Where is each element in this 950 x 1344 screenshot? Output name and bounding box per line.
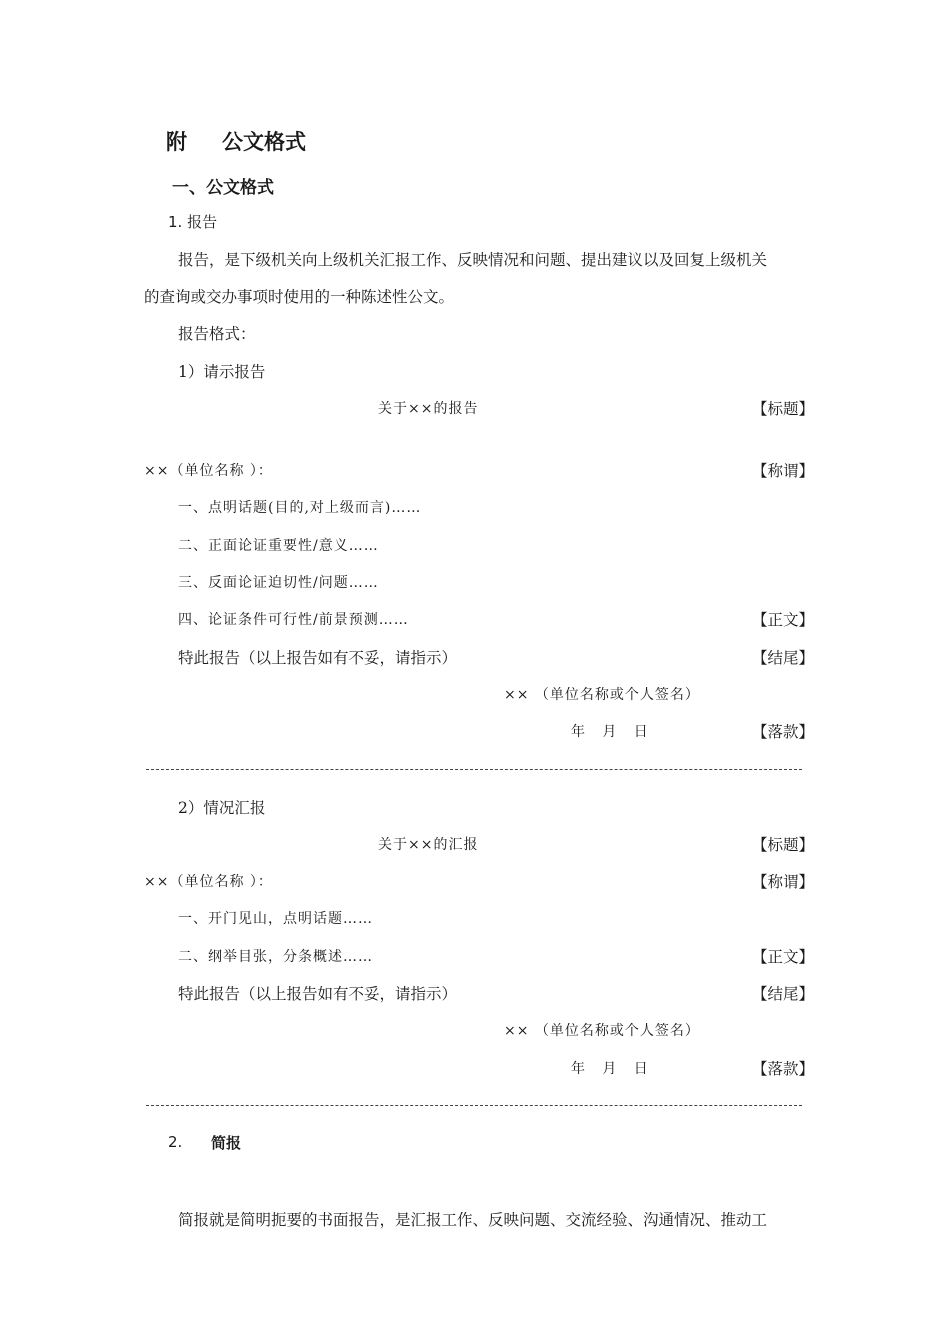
subsection-heading-report: 1. 报告 bbox=[168, 213, 218, 231]
briefing-number: 2. bbox=[168, 1133, 183, 1151]
tag-body-2: 【正文】 bbox=[752, 948, 815, 966]
template1-body-line: 四、论证条件可行性/前景预测…… bbox=[178, 612, 409, 628]
report-format-label: 报告格式： bbox=[178, 325, 256, 343]
report-intro-line1: 报告，是下级机关向上级机关汇报工作、反映情况和问题、提出建议以及回复上级机关 bbox=[178, 251, 768, 269]
template1-label: 1）请示报告 bbox=[178, 363, 266, 381]
template1-body-line: 一、点明话题(目的,对上级而言)…… bbox=[178, 500, 422, 516]
template2-title: 关于××的汇报 bbox=[378, 837, 479, 853]
template1-date: 年 月 日 bbox=[571, 724, 649, 740]
section-heading: 一、公文格式 bbox=[172, 178, 274, 198]
template1-title: 关于××的报告 bbox=[378, 401, 479, 417]
template2-date: 年 月 日 bbox=[571, 1061, 649, 1077]
template2-salutation: ××（单位名称 ）： bbox=[144, 874, 273, 890]
appendix-label: 附 bbox=[166, 130, 187, 154]
tag-ending-1: 【结尾】 bbox=[752, 649, 815, 667]
tag-salutation-2: 【称谓】 bbox=[752, 873, 815, 891]
briefing-intro-line1: 简报就是简明扼要的书面报告，是汇报工作、反映问题、交流经验、沟通情况、推动工 bbox=[178, 1211, 768, 1229]
tag-title-2: 【标题】 bbox=[752, 836, 815, 854]
briefing-heading: 简报 bbox=[211, 1134, 242, 1152]
tag-signoff-2: 【落款】 bbox=[752, 1060, 815, 1078]
divider bbox=[146, 1105, 802, 1106]
template1-salutation: ××（单位名称 ）： bbox=[144, 463, 273, 479]
template1-body-line: 二、正面论证重要性/意义…… bbox=[178, 538, 379, 554]
template2-body-line: 二、纲举目张，分条概述…… bbox=[178, 949, 373, 965]
tag-ending-2: 【结尾】 bbox=[752, 985, 815, 1003]
page-title: 公文格式 bbox=[222, 130, 306, 154]
tag-signoff-1: 【落款】 bbox=[752, 723, 815, 741]
template2-closing: 特此报告（以上报告如有不妥，请指示） bbox=[178, 985, 458, 1003]
template1-body-line: 三、反面论证迫切性/问题…… bbox=[178, 575, 379, 591]
template2-body-line: 一、开门见山，点明话题…… bbox=[178, 911, 373, 927]
template2-label: 2）情况汇报 bbox=[178, 799, 266, 817]
tag-salutation-1: 【称谓】 bbox=[752, 462, 815, 480]
report-intro-line2: 的查询或交办事项时使用的一种陈述性公文。 bbox=[144, 288, 455, 306]
template2-signature: ×× （单位名称或个人签名） bbox=[504, 1023, 700, 1039]
tag-title-1: 【标题】 bbox=[752, 400, 815, 418]
divider bbox=[146, 769, 802, 770]
tag-body-1: 【正文】 bbox=[752, 611, 815, 629]
template1-closing: 特此报告（以上报告如有不妥，请指示） bbox=[178, 649, 458, 667]
template1-signature: ×× （单位名称或个人签名） bbox=[504, 687, 700, 703]
